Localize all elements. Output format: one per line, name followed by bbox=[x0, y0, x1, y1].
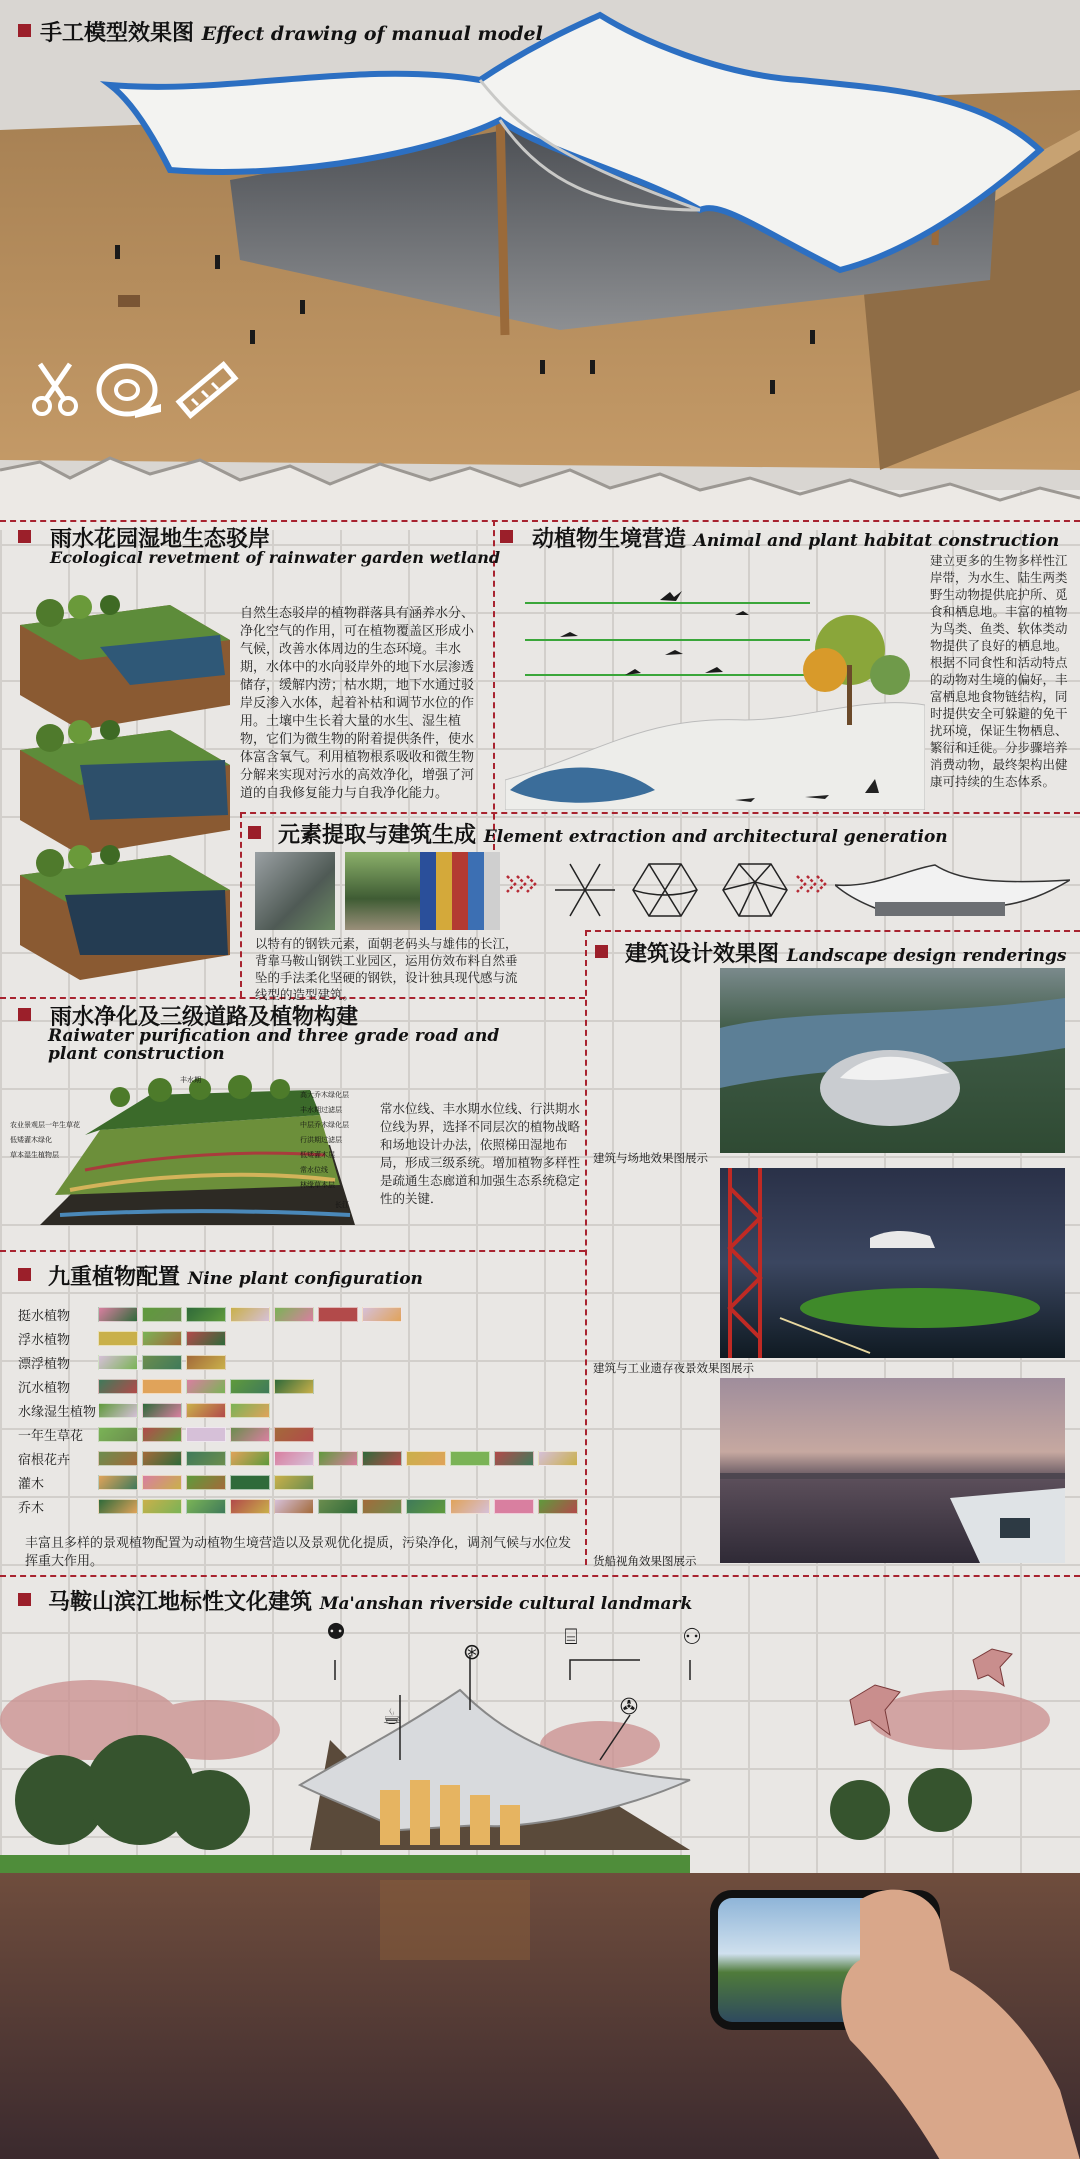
plant-photo bbox=[98, 1403, 138, 1418]
element-title-cn: 元素提取与建筑生成 bbox=[278, 823, 477, 848]
renderings-title bbox=[625, 937, 1066, 968]
compass-icon: ⊛ bbox=[462, 1640, 482, 1665]
plant-photo bbox=[538, 1451, 578, 1466]
plant-photo bbox=[274, 1499, 314, 1514]
diagram-label: 中层乔木绿化层 bbox=[300, 1121, 349, 1129]
element-text: 以特有的钢铁元素，面朝老码头与雄伟的长江，背靠马鞍山钢铁工业园区，运用仿效布料自然垂坠的手法柔化坚硬的钢铁，设计独具现代感与流线型的造型建筑。 bbox=[255, 936, 518, 1002]
section-divider bbox=[240, 812, 242, 997]
section-marker bbox=[18, 1268, 31, 1281]
rendering-caption: 建筑与工业遗存夜景效果图展示 bbox=[593, 1361, 754, 1375]
plant-photo bbox=[142, 1307, 182, 1322]
coffee-icon: ☕ bbox=[382, 1705, 402, 1730]
habitat-title-cn: 动植物生境营造 bbox=[532, 527, 687, 552]
habitat-title-en: Animal and plant habitat construction bbox=[693, 531, 1060, 551]
renderings-title-cn: 建筑设计效果图 bbox=[625, 942, 780, 967]
plant-photo bbox=[494, 1451, 534, 1466]
gallery-icon: ⌸ bbox=[564, 1625, 578, 1650]
plant-photo bbox=[362, 1499, 402, 1514]
plants-title-en: Nine plant configuration bbox=[187, 1269, 423, 1289]
section-divider bbox=[0, 1250, 585, 1252]
model-title-cn: 手工模型效果图 bbox=[40, 21, 195, 46]
plant-photo bbox=[318, 1451, 358, 1466]
rain-garden-title-en: Ecological revetment of rainwater garden wetland bbox=[50, 548, 501, 567]
plant-photo bbox=[406, 1451, 446, 1466]
group-icon: ⚇ bbox=[682, 1625, 702, 1650]
rain-garden-title-cn: 雨水花园湿地生态驳岸 bbox=[50, 527, 271, 552]
plant-photo bbox=[230, 1427, 270, 1442]
plant-photo bbox=[98, 1307, 138, 1322]
plant-row-label: 浮水植物 bbox=[18, 1333, 71, 1348]
plant-row-label: 沉水植物 bbox=[18, 1381, 71, 1396]
diagram-label: 常水位线 bbox=[300, 1166, 328, 1174]
plant-photo bbox=[538, 1499, 578, 1514]
plant-photo bbox=[186, 1451, 226, 1466]
diagram-label: 长江 bbox=[335, 1201, 349, 1209]
plant-photo bbox=[186, 1355, 226, 1370]
plant-photo bbox=[406, 1499, 446, 1514]
section-divider bbox=[585, 930, 587, 1565]
section-marker bbox=[500, 530, 513, 543]
plant-photo bbox=[98, 1499, 138, 1514]
section-divider bbox=[585, 930, 1080, 932]
rendering-night bbox=[720, 1168, 1065, 1358]
plant-photo bbox=[230, 1499, 270, 1514]
plant-photo bbox=[142, 1451, 182, 1466]
diagram-label: 低矮灌木绿化 bbox=[10, 1136, 52, 1144]
hand bbox=[820, 1860, 1080, 2159]
pavilion-photo bbox=[345, 852, 425, 930]
section-divider bbox=[240, 812, 1080, 814]
rain-garden-text: 自然生态驳岸的植物群落具有涵养水分、净化空气的作用，可在植物覆盖区形成小气候，改善水体周边的生态环境。丰水期，水体中的水向驳岸外的地下水层渗透储存，缓解内涝；枯水期，地下水通过驳岸反渗入水体，起着补枯和调节水位的作用。土壤中生长着大量的水生、湿生植物，它们为微生物的附着提供条件，使水体富含氧气。利用植物根系吸收和微生物分解来实现对污水的高效净化，增强了河道的自我修复能力与自我净化能力。 bbox=[240, 606, 475, 801]
landmark-title-en: Ma'anshan riverside cultural landmark bbox=[319, 1594, 693, 1614]
plant-photo bbox=[274, 1475, 314, 1490]
model-title-en: Effect drawing of manual model bbox=[201, 23, 543, 45]
torn-paper-edge bbox=[0, 440, 1080, 530]
terrace-diagram bbox=[30, 1075, 370, 1245]
plant-photo bbox=[186, 1379, 226, 1394]
habitat-illustration bbox=[505, 555, 925, 810]
diagram-label: 高大乔木绿化层 bbox=[300, 1091, 349, 1099]
rendering-caption: 货船视角效果图展示 bbox=[593, 1554, 697, 1568]
plant-photo bbox=[362, 1451, 402, 1466]
plant-photo bbox=[142, 1403, 182, 1418]
purification-title-cn: 雨水净化及三级道路及植物构建 bbox=[50, 1005, 359, 1030]
plant-photo bbox=[186, 1499, 226, 1514]
landmark-title-cn: 马鞍山滨江地标性文化建筑 bbox=[48, 1590, 313, 1615]
plant-photo bbox=[98, 1379, 138, 1394]
film-icon: ✇ bbox=[619, 1695, 639, 1720]
plant-photo bbox=[318, 1307, 358, 1322]
plant-photo bbox=[98, 1331, 138, 1346]
arrow-icon bbox=[795, 872, 829, 896]
plant-photo bbox=[186, 1403, 226, 1418]
person-icon: ⚉ bbox=[326, 1620, 346, 1645]
wetland-block-diagram bbox=[10, 585, 235, 985]
landmark-scene bbox=[0, 1620, 1080, 2159]
plant-row-label: 漂浮植物 bbox=[18, 1357, 71, 1372]
section-marker bbox=[18, 530, 31, 543]
plant-photo bbox=[98, 1427, 138, 1442]
plant-photo bbox=[186, 1331, 226, 1346]
plant-photo bbox=[494, 1499, 534, 1514]
roof-form-render bbox=[835, 860, 1070, 920]
landmark-title bbox=[48, 1585, 692, 1616]
geometry-sequence bbox=[550, 850, 795, 930]
habitat-title bbox=[532, 522, 1059, 553]
plant-row-label: 宿根花卉 bbox=[18, 1453, 71, 1468]
habitat-text: 建立更多的生物多样性江岸带，为水生、陆生两类野生动物提供庇护所、觅食和栖息地。丰富的植物为鸟类、鱼类、软体类动物提供了良好的栖息地。根据不同食性和活动特点的动物对生境的偏好，丰富栖息地食物链结构，同时提供安全可躲避的免干扰环境，保证生物栖息、繁衍和迁徙。分步骤培养消费动物，最终架构出健康可持续的生态体系。 bbox=[930, 553, 1068, 789]
plant-row-label: 一年生草花 bbox=[18, 1429, 84, 1444]
plant-photo bbox=[230, 1475, 270, 1490]
plant-photo bbox=[230, 1307, 270, 1322]
plant-photo bbox=[186, 1427, 226, 1442]
steel-photo bbox=[255, 852, 335, 930]
diagram-label: 农业景观层一年生草花 bbox=[10, 1121, 80, 1129]
plant-photo bbox=[142, 1331, 182, 1346]
rendering-caption: 建筑与场地效果图展示 bbox=[593, 1151, 708, 1165]
diagram-label: 丰水期过滤层 bbox=[300, 1106, 342, 1114]
plant-photo bbox=[274, 1451, 314, 1466]
model-title bbox=[40, 16, 543, 47]
plant-row-label: 乔木 bbox=[18, 1501, 45, 1516]
element-title bbox=[278, 818, 948, 849]
section-marker bbox=[18, 1593, 31, 1606]
plant-photo bbox=[230, 1403, 270, 1418]
section-marker bbox=[595, 945, 608, 958]
plants-note: 丰富且多样的景观植物配置为动植物生境营造以及景观优化提质，污染净化，调剂气候与水位发挥重大作用。 bbox=[25, 1536, 572, 1569]
plant-photo bbox=[98, 1355, 138, 1370]
plant-photo bbox=[274, 1379, 314, 1394]
plant-row-label: 水缘湿生植物 bbox=[18, 1405, 97, 1420]
plant-photo bbox=[362, 1307, 402, 1322]
bird-icon bbox=[845, 1680, 905, 1740]
diagram-label: 低矮灌木层 bbox=[300, 1151, 335, 1159]
plant-photo bbox=[318, 1499, 358, 1514]
plant-row-label: 挺水植物 bbox=[18, 1309, 71, 1324]
plants-title bbox=[48, 1260, 423, 1291]
plant-photo bbox=[142, 1355, 182, 1370]
plant-photo bbox=[98, 1475, 138, 1490]
section-divider bbox=[0, 1575, 1080, 1577]
plant-photo bbox=[142, 1475, 182, 1490]
scissors-icon bbox=[28, 360, 83, 420]
plant-photo bbox=[274, 1307, 314, 1322]
ruler-icon bbox=[170, 355, 240, 425]
plant-photo bbox=[142, 1379, 182, 1394]
color-panels-photo bbox=[420, 852, 500, 930]
plants-title-cn: 九重植物配置 bbox=[48, 1265, 181, 1290]
plant-photo bbox=[98, 1451, 138, 1466]
plant-photo bbox=[230, 1451, 270, 1466]
plant-photo bbox=[450, 1499, 490, 1514]
rendering-site bbox=[720, 968, 1065, 1153]
plant-photo bbox=[186, 1307, 226, 1322]
plant-table bbox=[0, 1305, 585, 1530]
diagram-label: 林缘草本层 bbox=[300, 1181, 335, 1189]
plant-photo bbox=[142, 1499, 182, 1514]
plant-row-label: 灌木 bbox=[18, 1477, 45, 1492]
plant-photo bbox=[274, 1427, 314, 1442]
plant-photo bbox=[186, 1475, 226, 1490]
rendering-ship bbox=[720, 1378, 1065, 1563]
plant-photo bbox=[142, 1427, 182, 1442]
plant-photo bbox=[230, 1379, 270, 1394]
section-marker bbox=[248, 826, 261, 839]
arrow-icon bbox=[505, 872, 539, 896]
section-divider bbox=[493, 520, 495, 850]
diagram-label: 丰水期 bbox=[180, 1076, 201, 1084]
tape-icon bbox=[95, 360, 165, 420]
title-marker bbox=[18, 24, 31, 37]
section-marker bbox=[18, 1008, 31, 1021]
diagram-label: 行洪期过滤层 bbox=[300, 1136, 342, 1144]
element-title-en: Element extraction and architectural generation bbox=[483, 827, 948, 847]
model-photo bbox=[0, 0, 1080, 490]
purification-title-en: Raiwater purification and three grade road and plant construction bbox=[48, 1026, 500, 1064]
bird-icon bbox=[970, 1645, 1015, 1690]
plant-photo bbox=[450, 1451, 490, 1466]
renderings-title-en: Landscape design renderings bbox=[786, 946, 1067, 966]
diagram-label: 草本湿生植物层 bbox=[10, 1151, 59, 1159]
purification-text: 常水位线、丰水期水位线、行洪期水位线为界，选择不同层次的植物战略和场地设计办法，依照梯田湿地布局，形成三级系统。增加植物多样性是疏通生态廊道和加强生态系统稳定性的关键． bbox=[380, 1101, 581, 1206]
